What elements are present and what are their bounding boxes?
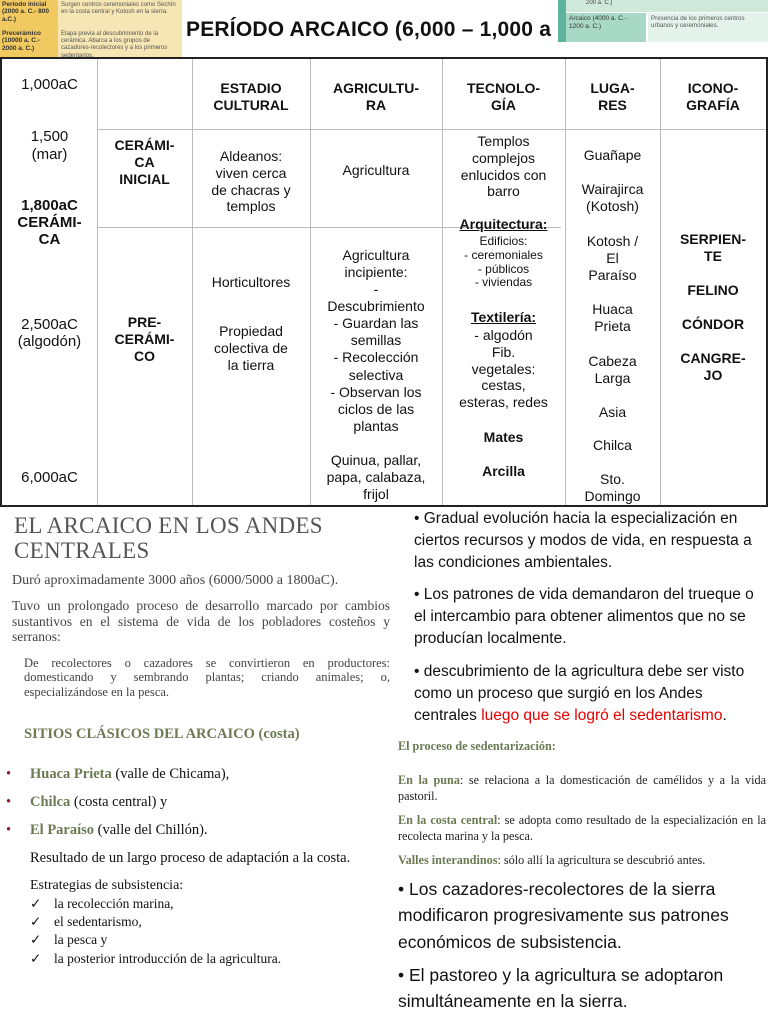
period-label-line: CERÁMI- bbox=[114, 330, 175, 347]
tecnologia-textileria-list bbox=[442, 327, 565, 411]
header-line: CULTURAL bbox=[213, 96, 289, 113]
iconografia-serpiente bbox=[660, 231, 766, 265]
bullet-icon: • bbox=[6, 766, 12, 782]
tecnologia-arcilla: Arcilla bbox=[482, 463, 525, 479]
cell-line: cestas, bbox=[481, 377, 526, 394]
tecnologia-textileria-title: Textilería: bbox=[470, 309, 537, 325]
site-name: El Paraíso bbox=[30, 822, 95, 838]
table-divider bbox=[97, 129, 766, 130]
lugar-huaca-prieta bbox=[565, 301, 660, 335]
header-estadio-cultural bbox=[192, 80, 310, 114]
timeline-1500: 1,500 bbox=[30, 128, 69, 145]
site-detail: (valle del Chillón). bbox=[94, 822, 208, 838]
lugar-chilca: Chilca bbox=[593, 437, 632, 453]
tecnologia-arquitectura-list bbox=[442, 235, 565, 290]
cell-line: Propiedad bbox=[219, 323, 283, 339]
sites-title: SITIOS CLÁSICOS DEL ARCAICO (costa) bbox=[24, 726, 300, 742]
section-title-arcaico-andes bbox=[14, 513, 323, 564]
legend-row-periodo-inicial bbox=[0, 0, 182, 29]
period-label-line: PRE- bbox=[127, 314, 162, 330]
legend-term: Período inicial (2000 a. C.- 800 a.C.) bbox=[0, 0, 58, 29]
cell-line: templos bbox=[226, 198, 276, 215]
agricultura-ceramico: Agricultura bbox=[342, 162, 410, 178]
cell-line: Wairajirca bbox=[581, 181, 644, 197]
tecnologia-templos bbox=[442, 133, 565, 200]
cell-line: CANGRE- bbox=[680, 350, 746, 366]
iconografia-condor: CÓNDOR bbox=[681, 316, 745, 332]
legend-desc-arcaico: Presencia de los primeros centros urbanos y ceremoniales. bbox=[648, 13, 768, 42]
lugar-wairajirca bbox=[565, 181, 660, 215]
lugar-guanape: Guañape bbox=[583, 147, 642, 163]
sedentarizacion-puna bbox=[398, 772, 766, 805]
strategy-item bbox=[30, 951, 281, 967]
strategy-text: la posterior introducción de la agricultura. bbox=[54, 951, 282, 966]
header-line: ESTADIO bbox=[220, 80, 282, 96]
title-line: EL ARCAICO EN LOS ANDES bbox=[14, 513, 323, 538]
strategy-text: la pesca y bbox=[54, 932, 108, 947]
cell-line: Aldeanos: bbox=[219, 148, 283, 164]
strategy-text: la recolección marina, bbox=[54, 896, 174, 911]
header-right-legend bbox=[558, 0, 768, 42]
sedentarizacion-title bbox=[398, 738, 766, 754]
period-label-line: CO bbox=[134, 347, 155, 364]
cell-line: Paraíso bbox=[588, 266, 637, 283]
cell-line: Huaca bbox=[592, 301, 633, 317]
cell-line: incipiente: bbox=[344, 264, 408, 281]
site-detail: (costa central) y bbox=[70, 794, 168, 810]
period-preceramico bbox=[97, 314, 192, 364]
header-line: GÍA bbox=[491, 96, 516, 113]
bullet-text-end: . bbox=[722, 707, 727, 724]
header-left-legend bbox=[0, 0, 182, 58]
legend-desc: Surgen centros ceremoniales como Sechín en la costa central y Kotosh en la sierra. bbox=[61, 2, 176, 16]
header-tecnologia bbox=[442, 80, 565, 114]
timeline-1800: 1,800aC bbox=[21, 197, 78, 214]
cell-line: El bbox=[606, 249, 619, 266]
cell-line: Descubrimiento bbox=[327, 298, 425, 315]
site-el-paraiso bbox=[6, 822, 208, 839]
cell-line: Fib. bbox=[491, 343, 516, 360]
cell-line: Cabeza bbox=[588, 353, 637, 369]
cell-line: - bbox=[373, 281, 379, 298]
bullet-cazadores-sierra: • Los cazadores-recolectores de la sierra modificaron progresivamente sus patrones económicos de subsistencia. bbox=[398, 879, 729, 952]
cell-line: frijol bbox=[363, 485, 389, 502]
iconografia-felino: FELINO bbox=[687, 282, 739, 298]
legend-text: 200 a. C.) bbox=[586, 0, 613, 6]
region-label: En la puna bbox=[398, 773, 460, 787]
estadio-ceramico bbox=[192, 148, 310, 215]
tecnologia-arquitectura-title: Arquitectura: bbox=[459, 216, 548, 232]
bullet-icon: • bbox=[6, 822, 12, 838]
strategy-text: el sedentarismo, bbox=[54, 914, 142, 929]
bullet-trueque: • Los patrones de vida demandaron del trueque o el intercambio para obtener alimentos que no se producían localmente. bbox=[414, 586, 754, 647]
checkmark-icon: ✓ bbox=[30, 914, 42, 929]
cell-line: esteras, redes bbox=[459, 394, 548, 411]
cell-line: semillas bbox=[350, 332, 402, 349]
strategies-title: Estrategias de subsistencia: bbox=[30, 878, 184, 893]
cell-line: - algodón bbox=[474, 327, 533, 343]
cell-line: - Recolección bbox=[333, 349, 419, 366]
strategy-item bbox=[30, 896, 174, 912]
highlight-sedentarismo: luego que se logró el sedentarismo bbox=[481, 707, 723, 724]
arcaico-table bbox=[0, 57, 768, 507]
bullet-pastoreo: • El pastoreo y la agricultura se adoptaron simultáneamente en la sierra. bbox=[398, 965, 724, 1012]
cell-line: plantas bbox=[353, 417, 399, 434]
timeline-ca: CA bbox=[38, 231, 61, 248]
site-chilca bbox=[6, 794, 167, 811]
cell-line: TE bbox=[704, 247, 722, 264]
bullet-icon: • bbox=[6, 794, 12, 810]
table-divider bbox=[97, 59, 98, 505]
header-line: RA bbox=[365, 96, 387, 113]
bullet-evolucion: • Gradual evolución hacia la especialización en ciertos recursos y modos de vida, en respuesta a las condiciones ambientales. bbox=[414, 510, 752, 571]
strategy-item bbox=[30, 932, 107, 948]
cell-line: Domingo bbox=[584, 487, 641, 504]
heading-text: El proceso de sedentarización: bbox=[398, 739, 556, 753]
lugar-cabeza-larga bbox=[565, 353, 660, 387]
header-lugares bbox=[565, 80, 660, 114]
period-label-line: CA bbox=[134, 153, 155, 170]
cell-line: Quinua, pallar, bbox=[330, 452, 422, 468]
cell-line: Templos bbox=[477, 133, 530, 149]
legend-term: Precerámico (10000 a. C.- 2000 a. C.) bbox=[0, 29, 58, 58]
cell-line: complejos bbox=[471, 149, 536, 166]
region-label: Valles interandinos bbox=[398, 853, 498, 867]
paragraph-duracion: Duró aproximadamente 3000 años (6000/5000 a 1800aC). bbox=[12, 573, 339, 588]
timeline-algodon: (algodón) bbox=[17, 333, 82, 350]
adaptation-result: Resultado de un largo proceso de adaptación a la costa. bbox=[30, 850, 351, 866]
header-line: ICONO- bbox=[687, 80, 739, 96]
paragraph-recolectores: De recolectores o cazadores se convirtieron en productores: domesticando y sembrando plantas; criando animales; o, especializándose en la pesca. bbox=[24, 656, 390, 699]
header-agricultura bbox=[310, 80, 442, 114]
cell-line: - ceremoniales bbox=[464, 247, 543, 262]
cell-line: - públicos bbox=[477, 261, 530, 276]
checkmark-icon: ✓ bbox=[30, 951, 42, 966]
period-label-line: INICIAL bbox=[119, 170, 170, 187]
site-name: Huaca Prieta bbox=[30, 766, 112, 782]
estadio-horticultores: Horticultores bbox=[211, 274, 291, 290]
period-label-line: CERÁMI- bbox=[114, 137, 175, 153]
cell-line: - Guardan las bbox=[333, 315, 419, 332]
paragraph-desarrollo: Tuvo un prolongado proceso de desarrollo marcado por cambios sustantivos en el sistema de vida de los pobladores costeños y serranos: bbox=[12, 598, 390, 645]
cell-line: Sto. bbox=[600, 471, 625, 487]
cell-line: SERPIEN- bbox=[679, 231, 747, 247]
timeline-ceramica: CERÁMI- bbox=[17, 214, 82, 231]
legend-row-top bbox=[566, 0, 768, 12]
bullet-agricultura bbox=[414, 661, 764, 727]
timeline-2500: 2,500aC bbox=[21, 316, 78, 333]
cell-line: selectiva bbox=[348, 366, 404, 383]
title-line: CENTRALES bbox=[14, 538, 150, 564]
cell-line: (Kotosh) bbox=[586, 197, 639, 214]
region-text: : se adopta como resultado de la especialización en la recolecta marina y la pesca. bbox=[398, 813, 766, 844]
header-line: RES bbox=[598, 96, 627, 113]
cell-line: JO bbox=[703, 366, 723, 383]
header-line: GRAFÍA bbox=[686, 96, 740, 113]
bullet-text: • descubrimiento de la agricultura debe ser visto como un proceso que surgió en los Andes centrales bbox=[414, 663, 745, 724]
iconografia-cangrejo bbox=[660, 350, 766, 384]
cell-line: Agricultura bbox=[342, 247, 410, 263]
site-name: Chilca bbox=[30, 794, 71, 810]
region-text: : se relaciona a la domesticación de camélidos y a la vida pastoril. bbox=[398, 773, 766, 804]
cell-line: Larga bbox=[594, 369, 631, 386]
cell-line: viven cerca bbox=[215, 164, 287, 181]
cell-line: Prieta bbox=[594, 317, 631, 334]
legend-desc: Etapa previa al descubrimiento de la cerámica. Abarca a los grupos de cazadores-recolectores y a los primeros sedentarios. bbox=[61, 31, 168, 59]
timeline-mar: (mar) bbox=[31, 146, 68, 163]
cell-line: enlucidos con bbox=[460, 166, 547, 183]
lugar-asia: Asia bbox=[598, 404, 627, 420]
checkmark-icon: ✓ bbox=[30, 932, 42, 947]
strategy-item bbox=[30, 914, 142, 930]
sedentarizacion-costa bbox=[398, 812, 766, 845]
period-ceramico-inicial bbox=[97, 137, 192, 187]
lugar-santo-domingo bbox=[565, 471, 660, 505]
cell-line: Kotosh / bbox=[586, 233, 639, 249]
header-iconografia bbox=[660, 80, 766, 114]
region-text: : sólo allí la agricultura se descubrió antes. bbox=[497, 853, 706, 867]
cell-line: Edificios: bbox=[479, 234, 528, 248]
timeline-6000: 6,000aC bbox=[21, 469, 78, 486]
cell-line: colectiva de bbox=[214, 339, 288, 356]
legend-term-arcaico: Arcaico (4000 a. C.- 1200 a. C.) bbox=[566, 13, 646, 42]
site-detail: (valle de Chicama), bbox=[111, 766, 230, 782]
site-huaca-prieta bbox=[6, 766, 229, 783]
tecnologia-mates: Mates bbox=[483, 429, 524, 445]
cell-line: de chacras y bbox=[211, 181, 291, 198]
cell-line: la tierra bbox=[227, 356, 275, 373]
cell-line: barro bbox=[487, 183, 520, 200]
header-line: TECNOLO- bbox=[466, 80, 541, 96]
sedentarizacion-valles bbox=[398, 852, 766, 868]
page-title: PERÍODO ARCAICO (6,000 – 1,000 a bbox=[186, 18, 552, 41]
checkmark-icon: ✓ bbox=[30, 896, 42, 911]
agricultura-incipiente bbox=[310, 247, 442, 435]
cell-line: - viviendas bbox=[474, 275, 533, 290]
cell-line: ciclos de las bbox=[337, 400, 415, 417]
lugar-kotosh-el-paraiso bbox=[565, 233, 660, 283]
legend-color-bar bbox=[558, 0, 566, 42]
agricultura-cultivos bbox=[310, 452, 442, 502]
estadio-propiedad bbox=[192, 323, 310, 373]
cell-line: vegetales: bbox=[471, 360, 536, 377]
cell-line: papa, calabaza, bbox=[326, 468, 426, 485]
timeline-1000: 1,000aC bbox=[21, 76, 78, 93]
legend-row-preceramico bbox=[0, 29, 182, 58]
header-line: LUGA- bbox=[590, 80, 635, 96]
region-label: En la costa central bbox=[398, 813, 498, 827]
header-line: AGRICULTU- bbox=[332, 80, 420, 96]
cell-line: - Observan los bbox=[330, 383, 422, 400]
